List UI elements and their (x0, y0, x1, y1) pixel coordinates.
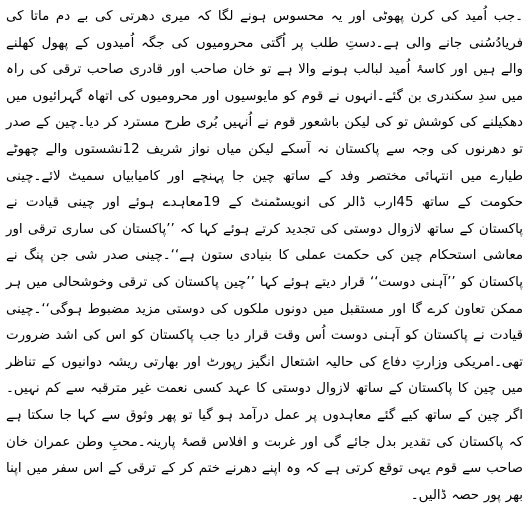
article-text: ۔جب اُمید کی کرن پھوٹی اور یہ محسوس ہونے لگا کہ میری دھرتی کی بے دم ماتا کی فریادُسُنی جانے والی ہے۔دستِ طلب پر اُگتی محرومیوں کی جگہ اُمیدوں کے پھول کھلنے والے ہیں اور کاسۂ اُمید لبالب ہونے والا ہے تو خان صاحب اور قادری صاحب ترقی کی راہ میں سدِ سکندری بن گئے۔انہوں نے قوم کو مایوسیوں اور محرومیوں کی اتھاہ گہرائیوں میں دھکیلنے کی کوشش تو کی لیکن باشعور قوم نے اُنہیں بُری طرح مسترد کر دیا۔چین کے صدر تو دھرنوں کی وجہ سے پاکستان نہ آسکے لیکن میاں نواز شریف 12نشستوں والے چھوٹے طیارے میں انتہائی مختصر وفد کے ساتھ چین جا پہنچے اور کامیابیاں سمیٹ لائے۔چینی حکومت کے ساتھ 45ارب ڈالر کی انویسٹمنٹ کے 19معاہدے ہوئے اور چینی قیادت نے پاکستان کے ساتھ لازوال دوستی کی تجدید کرتے ہوئے کہا کہ ’’پاکستان کی ساری ترقی اور معاشی استحکام چین کی حکمت عملی کا بنیادی ستون ہے‘‘۔چینی صدر شی جن پنگ نے پاکستان کو ’’آہنی دوست‘‘ قرار دیتے ہوئے کہا ’’چین پاکستان کی ترقی وخوشحالی میں ہر ممکن تعاون کرے گا اور مستقبل میں دونوں ملکوں کی دوستی مزید مضبوط ہوگی‘‘۔چینی قیادت نے پاکستان کو آہنی دوست اُس وقت قرار دیا جب پاکستان کو اس کی اشد ضرورت تھی۔امریکی وزارتِ دفاع کی حالیہ اشتعال انگیز رپورٹ اور بھارتی ریشہ دوانیوں کے تناظر میں چین کا پاکستان کے ساتھ لازوال دوستی کا عہد کسی نعمت غیر مترقبہ سے کم نہیں۔اگر چین کے ساتھ کیے گئے معاہدوں پر عمل درآمد ہو گیا تو پھر وثوق سے کہا جا سکتا ہے کہ پاکستان کی تقدیر بدل جائے گی اور غربت و افلاس قصۂ پارینہ۔محبِ وطن عمران خان صاحب سے قوم یہی توقع کرتی ہے کہ وہ اپنے دھرنے ختم کر کے ترقی کے اس سفر میں اپنا بھر پور حصہ ڈالیں۔ (6, 9, 524, 503)
